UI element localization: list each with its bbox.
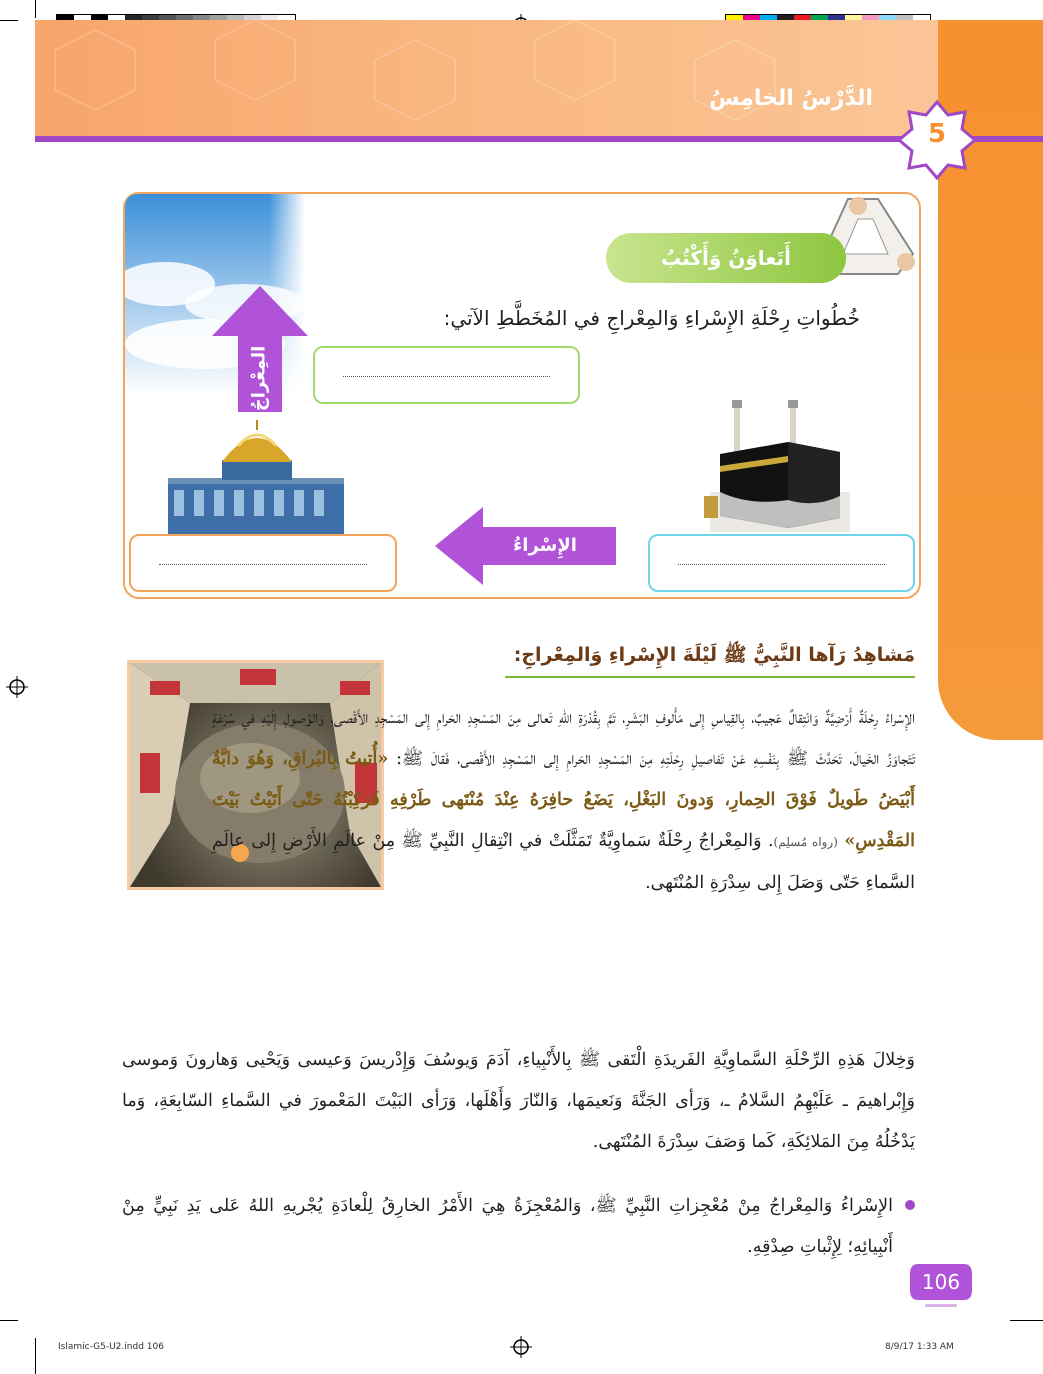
- paragraph-prophets-meeting: وَخِلالَ هَذِهِ الرِّحْلَةِ السَّماوِيَّةِ الفَريدَةِ الْتَقى ﷺ بِالأَنْبِياءِ، آدَمَ وَيوسُفَ وَإِدْريسَ وَعيسى وَيَحْيى وَهارونَ وَموسى وَإِبْراهيمَ ـ عَلَيْهِمُ السَّلامُ ـ، وَرَأى الجَنَّةَ وَنَعيمَها، وَالنّارَ وَأَهْلَها، وَرَأى البَيْتَ المَعْمورَ في السَّماءِ السّابِعَةِ، وَما يَدْخُلُهُ مِنَ المَلائِكَةِ، كَما وَصَفَ سِدْرَةَ المُنْتَهى.: [122, 1050, 915, 1152]
- footer-date: 8/9/17 1:33 AM: [885, 1342, 954, 1352]
- bullet-dot: [905, 1200, 915, 1210]
- answer-box-miraj[interactable]: [313, 346, 580, 404]
- section-underline: [505, 676, 915, 678]
- page-number: 106: [921, 1270, 961, 1294]
- crop-mark: [0, 20, 18, 21]
- crop-mark: [35, 0, 36, 18]
- hadith-source: (رواه مُسلِم): [773, 835, 838, 849]
- answer-box-makkah[interactable]: [648, 534, 915, 592]
- crop-mark: [35, 1338, 36, 1374]
- kaaba-image: [690, 396, 850, 532]
- dome-of-the-rock-image: [160, 420, 350, 534]
- hadith-quote: «أُتيتُ بِالبُراقِ، وَهُوَ دابَّةٌ أَبْيَضُ طَويلٌ فَوْقَ الحِمارِ، وَدونَ البَغْلِ، يَضَعُ حافِرَهُ عِنْدَ مُنْتَهى طَرْفِهِ فَرَكِبْتُهُ حَتّى أَتَيْتُ بَيْتَ المَقْدِسِ»: [212, 749, 915, 851]
- section-title: مَشاهِدُ رَآها النَّبِيُّ ﷺ لَيْلَةَ الإِسْراءِ وَالمِعْراجِ:: [513, 644, 915, 666]
- paragraph-isra-definition: [212, 698, 915, 904]
- page-number-underline: [925, 1304, 957, 1307]
- bullet-miracle: الإِسْراءُ وَالمِعْراجُ مِنْ مُعْجِزاتِ النَّبِيِّ ﷺ، وَالمُعْجِزَةُ هِيَ الأَمْرُ الخارِقُ لِلْعادَةِ يُجْريهِ اللهُ عَلى يَدِ نَبِيٍّ مِنْ أَنْبِيائِهِ؛ لِإِثْباتِ صِدْقِهِ.: [122, 1196, 893, 1257]
- lesson-number: 5: [927, 119, 947, 149]
- crop-mark: [0, 1320, 18, 1321]
- registration-mark-icon: [6, 676, 28, 698]
- crop-mark: [1010, 1320, 1043, 1321]
- registration-mark-icon: [510, 1336, 532, 1358]
- lesson-title: الدَّرْسُ الخامِسُ: [709, 86, 873, 111]
- activity-instruction: خُطُواتِ رِحْلَةِ الإِسْراءِ وَالمِعْراجِ في المُخَطَّطِ الآتي:: [443, 306, 860, 330]
- arrow-left-label: الإِسْراءُ: [513, 535, 577, 556]
- header-divider: [35, 136, 1043, 142]
- paragraph-miraj-text: . وَالمِعْراجُ رِحْلَةٌ سَماوِيَّةٌ تَمَثَّلَتْ في انْتِقالِ النَّبِيِّ ﷺ مِنْ عالَمِ الأَرْضِ إِلى عالَمِ السَّماءِ حَتّى وَصَلَ إِلى سِدْرَةِ المُنْتَهى.: [212, 831, 915, 893]
- header-pattern: [35, 20, 1043, 140]
- arrow-up-label: المِعْراجُ: [248, 345, 270, 412]
- paragraph-isra-text: الإِسْراءُ رِحْلَةٌ أَرْضِيَّةٌ وَانْتِقالٌ عَجيبٌ، بِالقِياسِ إِلى مَأْلوفِ البَشَرِ، تَمَّ بِقُدْرَةِ اللهِ تَعالى مِنَ المَسْجِدِ الحَرامِ إِلى المَسْجِدِ الأَقْصى، وَالوُصولِ إِلَيْهِ في سُرْعَةٍ تَتَجاوَزُ الخَيالَ، تَحَدَّثَ ﷺ بِنَفْسِهِ عَنْ تَفاصيلِ رِحْلَتِهِ مِنَ المَسْجِدِ الحَرامِ إِلى المَسْجِدِ الأَقْصى، فَقالَ ﷺ:: [212, 708, 915, 769]
- footer-filename: Islamic-G5-U2.indd 106: [58, 1342, 164, 1352]
- activity-tab: أَتَعاوَنُ وَأَكْتُبُ: [606, 233, 846, 283]
- answer-box-aqsa[interactable]: [129, 534, 397, 592]
